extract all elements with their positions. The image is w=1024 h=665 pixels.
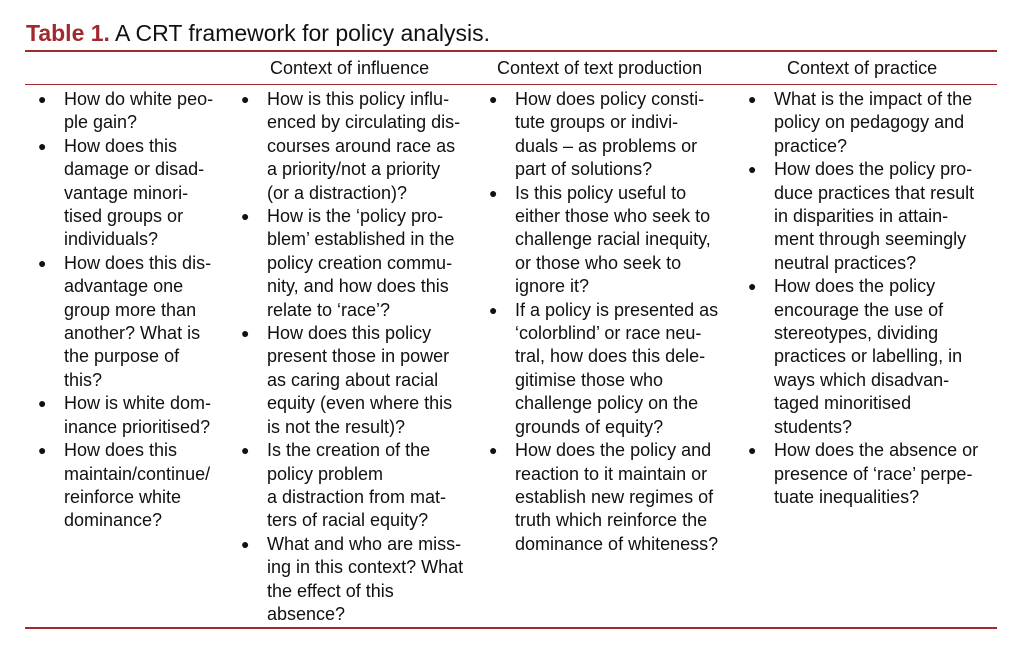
table-title: A CRT framework for policy analysis.: [109, 20, 490, 46]
list-item: ● How does the absence or presence of ‘race’ perpe- tuate inequalities?: [748, 439, 992, 509]
bottom-rule: [25, 627, 997, 629]
list-item: ● Is the creation of the policy problem a distraction from mat- ters of racial equity?: [241, 439, 475, 533]
list-item: ● How does the policy pro- duce practices that result in disparities in attain- ment through seemingly neutral practices?: [748, 158, 992, 275]
list-item: ● What is the impact of the policy on pedagogy and practice?: [748, 88, 992, 158]
list-item: ● How is this policy influ- enced by circulating dis- courses around race as a priority/not a priority (or a distraction)?: [241, 88, 475, 205]
list-item: ● How does the policy and reaction to it maintain or establish new regimes of truth which reinforce the dominance of whiteness?: [489, 439, 737, 556]
list-item: ● How does this policy present those in power as caring about racial equity (even where this is not the result)?: [241, 322, 475, 439]
list-item: ● What and who are miss- ing in this context? What the effect of this absence?: [241, 533, 475, 627]
list-item: ● How is the ‘policy pro- blem’ established in the policy creation commu- nity, and how does this relate to ‘race’?: [241, 205, 475, 322]
list-item: ● How does policy consti- tute groups or indivi- duals – as problems or part of solutions?: [489, 88, 737, 182]
column-3-list: [489, 88, 737, 556]
top-rule: [25, 50, 997, 52]
column-header-influence: Context of influence: [270, 58, 430, 78]
column-2-list: [241, 88, 475, 626]
table-caption: [26, 18, 490, 48]
column-header-practice: Context of practice: [787, 58, 938, 78]
list-item: ● Is this policy useful to either those who seek to challenge racial inequity, or those who seek to ignore it?: [489, 182, 737, 299]
list-item: ● How does this dis- advantage one group more than another? What is the purpose of this?: [38, 252, 226, 392]
column-header-text-production: Context of text production: [497, 58, 703, 78]
list-item: ● How does this damage or disad- vantage minori- tised groups or individuals?: [38, 135, 226, 252]
list-item: ● How does this maintain/continue/ reinforce white dominance?: [38, 439, 226, 533]
column-4-list: [748, 88, 992, 509]
table-label: Table 1.: [26, 20, 110, 46]
list-item: ● How is white dom- inance prioritised?: [38, 392, 226, 439]
list-item: ● How does the policy encourage the use of stereotypes, dividing practices or labelling, in ways which disadvan- taged minoritised students?: [748, 275, 992, 439]
column-1-list: [38, 88, 226, 533]
header-rule: [25, 84, 997, 85]
list-item: ● How do white peo- ple gain?: [38, 88, 226, 135]
list-item: ● If a policy is presented as ‘colorblind’ or race neu- tral, how does this dele- gitimise those who challenge policy on the grounds of equity?: [489, 299, 737, 439]
